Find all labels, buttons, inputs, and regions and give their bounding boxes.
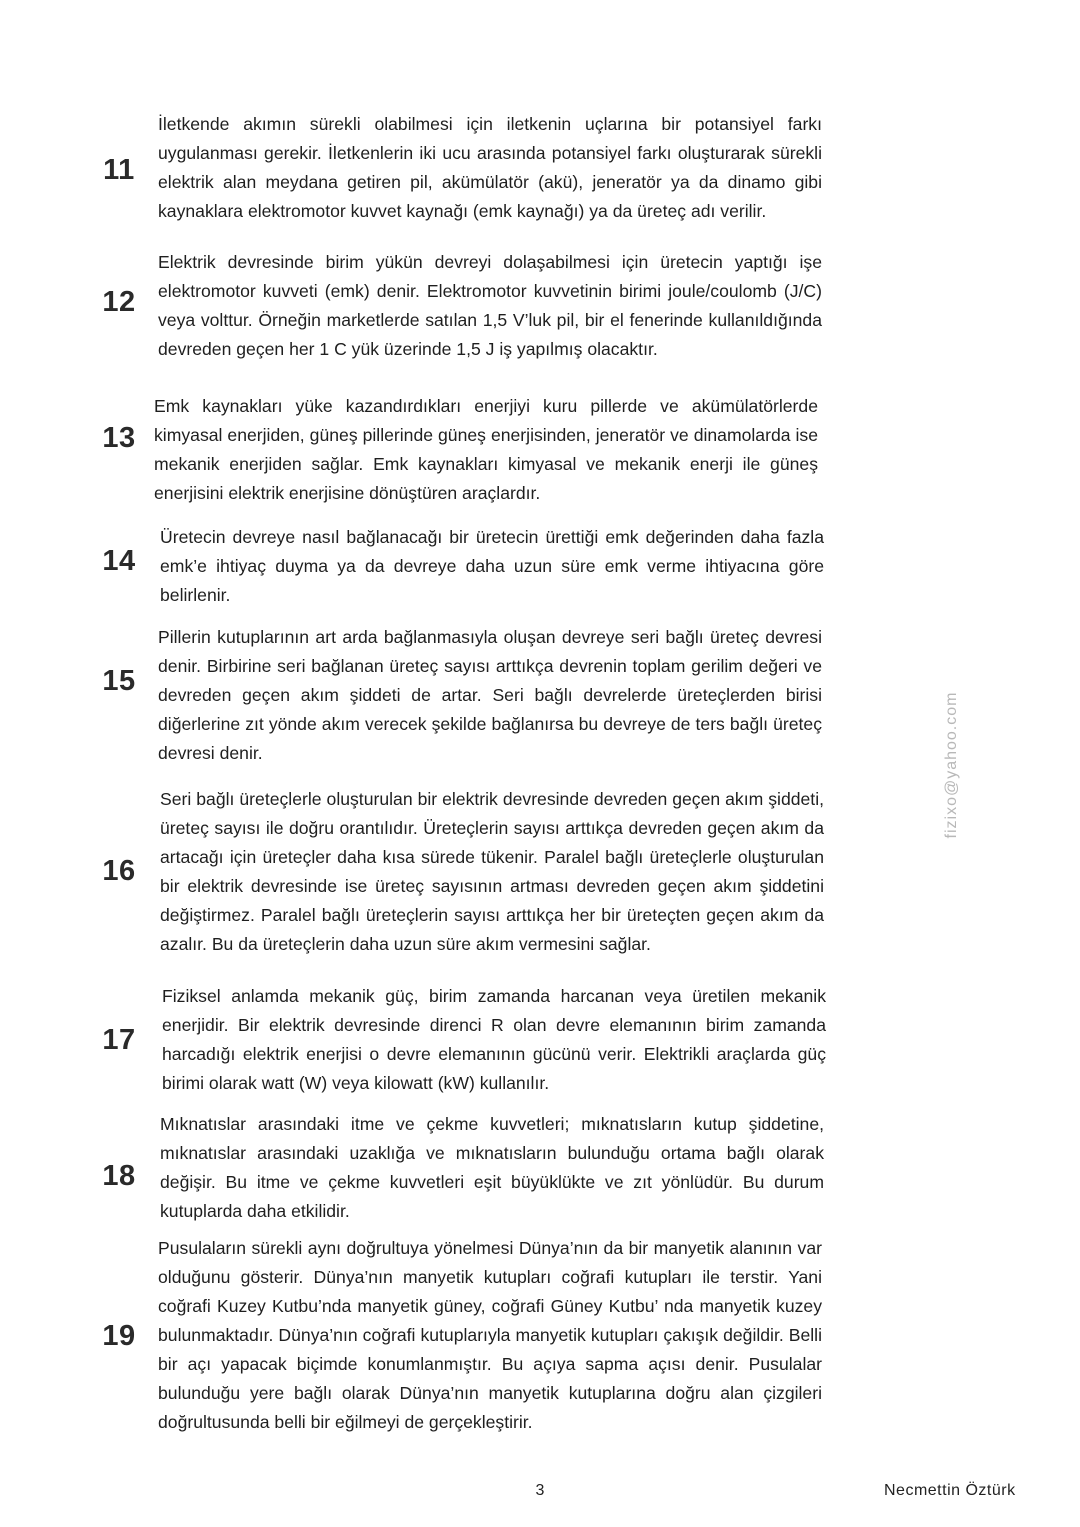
item-text: Seri bağlı üreteçlerle oluşturulan bir elektrik devresinde devreden geçen akım şiddeti, üreteç sayısı ile doğru orantılıdır. Üreteçlerin sayısı arttıkça devreden geçen akım da artacağı için üreteçler daha kısa sürede tükenir. Paralel bağlı üreteçlerle oluşturulan bir elektrik devresinde ise üreteç sayısının artması devreden geçen akım şiddetini değiştirmez. Paralel bağlı üreteçlerin sayısı arttıkça her bir üreteçten geçen akım da azalır. Bu da üreteçlerin daha uzun süre akım vermesini sağlar. xyxy=(160,789,824,954)
item-number: 17 xyxy=(102,1024,136,1056)
item-text: Üretecin devreye nasıl bağlanacağı bir üretecin ürettiği emk değerinden daha fazla emk’e ihtiyaç duyma ya da devreye daha uzun süre emk verme ihtiyacına göre belirlenir. xyxy=(160,527,824,605)
item-text: Mıknatıslar arasındaki itme ve çekme kuvvetleri; mıknatısların kutup şiddetine, mıknatıslar arasındaki uzaklığa ve mıknatısların bulunduğu ortama bağlı olarak değişir. Bu itme ve çekme kuvvetleri eşit büyüklükte ve zıt yönlüdür. Bu durum kutuplarda daha etkilidir. xyxy=(160,1114,824,1221)
item-number: 11 xyxy=(103,154,135,186)
item-number: 12 xyxy=(102,286,136,318)
watermark-email: fizixo@yahoo.com xyxy=(943,691,960,839)
item-text: İletkende akımın sürekli olabilmesi için iletkenin uçlarına bir potansiyel farkı uygulanması gerekir. İletkenlerin iki ucu arasında potansiyel farkı oluşturarak sürekli elektrik alan meydana getiren pil, akümülatör (akü), jeneratör ya da dinamo gibi kaynaklara elektromotor kuvvet kaynağı (emk kaynağı) ya da üreteç adı verilir. xyxy=(158,114,822,221)
item-text: Fiziksel anlamda mekanik güç, birim zamanda harcanan veya üretilen mekanik enerjidir. Bir elektrik devresinde direnci R olan devre elemanının birim zamanda harcadığı elektrik enerjisi o devre elemanının gücünü verir. Elektrikli araçlarda güç birimi olarak watt (W) veya kilowatt (kW) kullanılır. xyxy=(162,986,826,1093)
item-text: Pusulaların sürekli aynı doğrultuya yönelmesi Dünya’nın da bir manyetik alanının var olduğunu gösterir. Dünya’nın manyetik kutupları coğrafi kutupları ile terstir. Yani coğrafi Kuzey Kutbu’nda manyetik güney, coğrafi Güney Kutbu’ nda manyetik kuzey bulunmaktadır. Dünya’nın coğrafi kutuplarıyla manyetik kutupları çakışık değildir. Belli bir açı yapacak biçimde konumlanmıştır. Bu açıya sapma açısı denir. Pusulalar bulunduğu yere bağlı olarak Dünya’nın manyetik kutuplarına doğru alan çizgileri doğrultusunda belli bir eğilmeyi de gerçekleştirir. xyxy=(158,1238,822,1432)
item-text: Elektrik devresinde birim yükün devreyi dolaşabilmesi için üretecin yaptığı işe elektromotor kuvveti (emk) denir. Elektromotor kuvvetinin birimi joule/coulomb (J/C) veya volttur. Örneğin marketlerde satılan 1,5 V’luk pil, bir el fenerinde kullanıldığında devreden geçen her 1 C yük üzerinde 1,5 J iş yapılmış olacaktır. xyxy=(158,252,822,359)
item-number: 13 xyxy=(102,422,136,454)
item-number: 15 xyxy=(102,665,136,697)
item-number: 18 xyxy=(102,1160,136,1192)
author-name: Necmettin Öztürk xyxy=(884,1482,1016,1499)
item-text: Emk kaynakları yüke kazandırdıkları enerjiyi kuru pillerde ve akümülatörlerde kimyasal enerjiden, güneş pillerinde güneş enerjisinden, jeneratör ve dinamolarda ise mekanik enerjiden sağlar. Emk kaynakları kimyasal ve mekanik enerji ile güneş enerjisini elektrik enerjisine dönüştüren araçlardır. xyxy=(154,396,818,503)
item-number: 16 xyxy=(102,855,136,887)
page-number: 3 xyxy=(535,1482,545,1499)
item-number: 19 xyxy=(102,1320,136,1352)
item-number: 14 xyxy=(102,545,136,577)
item-text: Pillerin kutuplarının art arda bağlanmasıyla oluşan devreye seri bağlı üreteç devresi denir. Birbirine seri bağlanan üreteç sayısı arttıkça devrenin toplam gerilim değeri ve devreden geçen akım şiddeti de artar. Seri bağlı devrelerde üreteçlerden birisi diğerlerine zıt yönde akım verecek şekilde bağlanırsa bu devreye de ters bağlı üreteç devresi denir. xyxy=(158,627,822,763)
